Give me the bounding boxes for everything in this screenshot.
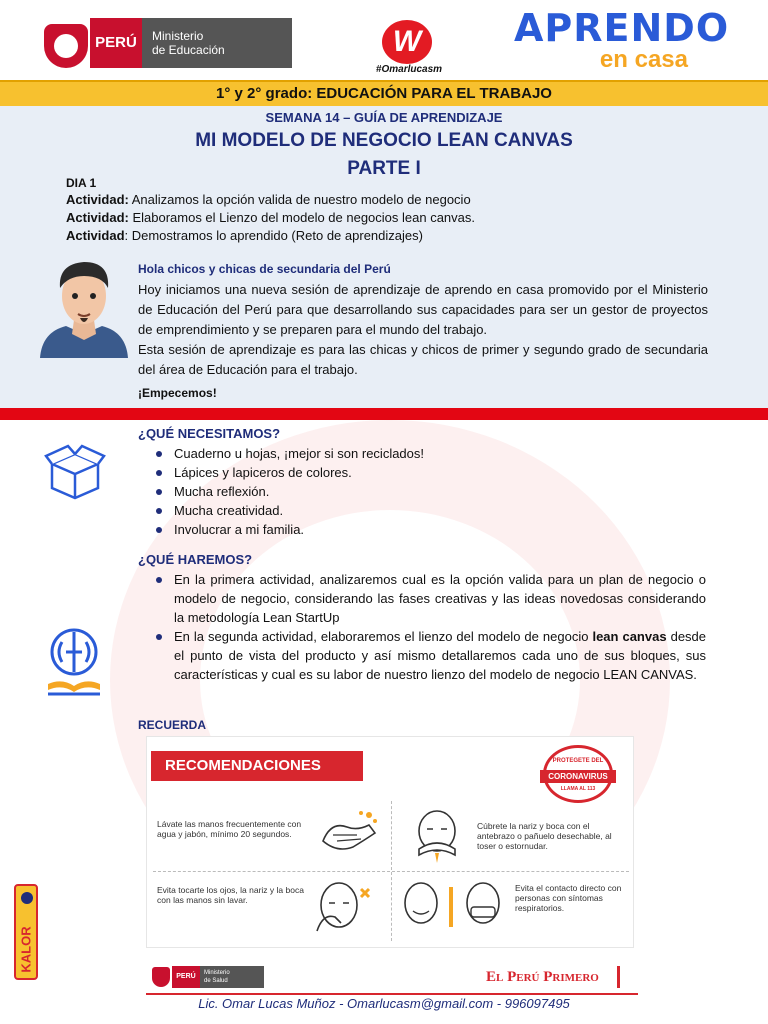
footer-ministry-label: Ministerio de Salud — [200, 966, 264, 988]
activity-label: Actividad: — [66, 192, 129, 207]
recommendations-card — [146, 736, 634, 948]
box-icon — [44, 444, 106, 500]
intro-paragraph: Esta sesión de aprendizaje es para las chicas y chicos de primer y segundo grado de secundaria del área de Educación para el trabajo. — [138, 342, 708, 377]
guide-title: MI MODELO DE NEGOCIO LEAN CANVAS — [195, 130, 573, 151]
peru-label: PERÚ — [90, 18, 142, 68]
kalor-label: KALOR — [18, 926, 34, 973]
peru-coat-of-arms-icon — [44, 24, 88, 68]
author-footer: Lic. Omar Lucas Muñoz - Omarlucasm@gmail.com - 996097495 — [198, 996, 570, 1011]
coronavirus-badge — [543, 745, 613, 803]
tip-text: Cúbrete la nariz y boca con el antebrazo o pañuelo desechable, al toser o estornudar. — [477, 821, 612, 851]
needs-title: ¿QUÉ NECESITAMOS? — [138, 426, 281, 441]
teacher-avatar-icon — [36, 254, 132, 358]
w-logo-icon: W — [382, 20, 432, 64]
activity-text: : Demostramos lo aprendido (Reto de aprendizajes) — [124, 228, 423, 243]
activity-line — [66, 228, 423, 243]
handwashing-icon — [317, 807, 381, 857]
list-item: Cuaderno u hojas, ¡mejor si son reciclados! — [156, 444, 424, 463]
header — [0, 0, 768, 84]
aprendo-logo-sub: en casa — [599, 46, 688, 73]
day-label: DIA 1 — [66, 176, 97, 190]
activity-line — [66, 210, 475, 225]
covid-badge-bottom: LLAMA AL 113 — [560, 786, 596, 792]
tip-text: Lávate las manos frecuentemente con agua y jabón, mínimo 20 segundos. — [157, 819, 302, 839]
footer-peru-label: PERÚ — [172, 966, 200, 988]
start-label: ¡Empecemos! — [138, 386, 217, 400]
list-item: Involucrar a mi familia. — [156, 520, 424, 539]
greeting: Hola chicos y chicas de secundaria del Perú — [138, 262, 391, 276]
kalor-badge — [14, 884, 38, 980]
card-divider — [153, 871, 629, 872]
peru-coat-of-arms-icon — [152, 967, 170, 987]
ministry-label: Ministerio de Educación — [142, 18, 292, 68]
activity-label: Actividad — [66, 228, 125, 243]
guide-part: PARTE I — [347, 158, 421, 179]
face-touch-icon — [313, 877, 375, 935]
plan-title: ¿QUÉ HAREMOS? — [138, 552, 253, 567]
list-item: Mucha creatividad. — [156, 501, 424, 520]
kalor-dot-icon — [21, 892, 33, 904]
minsa-logo — [152, 966, 268, 988]
grade-banner: 1° y 2° grado: EDUCACIÓN PARA EL TRABAJO — [0, 80, 768, 106]
plan-item2-text: En la segunda actividad, elaboraremos el lienzo del modelo de negocio — [174, 629, 593, 644]
list-item — [156, 627, 706, 684]
sneeze-cover-icon — [409, 807, 465, 865]
aprendo-en-casa-logo — [514, 6, 730, 80]
activity-text: Analizamos la opción valida de nuestro modelo de negocio — [128, 192, 471, 207]
hashtag: #Omarlucasm — [375, 64, 443, 75]
distance-icon — [401, 877, 505, 935]
week-heading: SEMANA 14 – GUÍA DE APRENDIZAJE — [265, 110, 503, 125]
intro-paragraph: Hoy iniciamos una nueva sesión de aprendizaje de aprendo en casa promovido por el Ministerio de Educación del Perú para que desarrollando sus capacidades para ser un gestor de proyectos de emprendimiento y se preparen para el mundo del trabajo. — [138, 282, 708, 337]
covid-badge-top: PROTEGETE DEL — [552, 758, 604, 764]
recommendations-title: RECOMENDACIONES — [151, 751, 363, 781]
tip-text: Evita el contacto directo con personas con síntomas respiratorios. — [515, 883, 622, 913]
peru-primero-logo: El Perú Primero — [486, 966, 620, 988]
footer-divider — [146, 993, 638, 995]
plan-item2-text-end: desde el punto de vista del producto y así mismo detallaremos cada uno de sus bloques, sus características y cual es su labor de nuestro lienzo del modelo de negocio LEAN CANVAS. — [174, 629, 707, 682]
plan-list — [156, 570, 706, 684]
list-item: Lápices y lapiceros de colores. — [156, 463, 424, 482]
activity-line — [66, 192, 471, 207]
red-divider — [0, 408, 768, 420]
needs-list — [156, 444, 424, 539]
activity-text: Elaboramos el Lienzo del modelo de negocios lean canvas. — [128, 210, 476, 225]
reminder-label: RECUERDA — [138, 718, 207, 732]
activity-label: Actividad: — [66, 210, 129, 225]
brain-book-icon — [44, 626, 104, 698]
tip-text: Evita tocarte los ojos, la nariz y la boca con las manos sin lavar. — [157, 885, 304, 905]
list-item: En la primera actividad, analizaremos cual es la opción valida para un plan de negocio o modelo de negocio, considerando las fases creativas y las ideas novedosas considerando la metodología Lean StartUp — [156, 570, 706, 627]
plan-item2-bold: lean canvas — [592, 629, 667, 644]
aprendo-logo-main: APRENDO — [514, 6, 730, 50]
list-item: Mucha reflexión. — [156, 482, 424, 501]
covid-badge-main: CORONAVIRUS — [540, 770, 616, 783]
